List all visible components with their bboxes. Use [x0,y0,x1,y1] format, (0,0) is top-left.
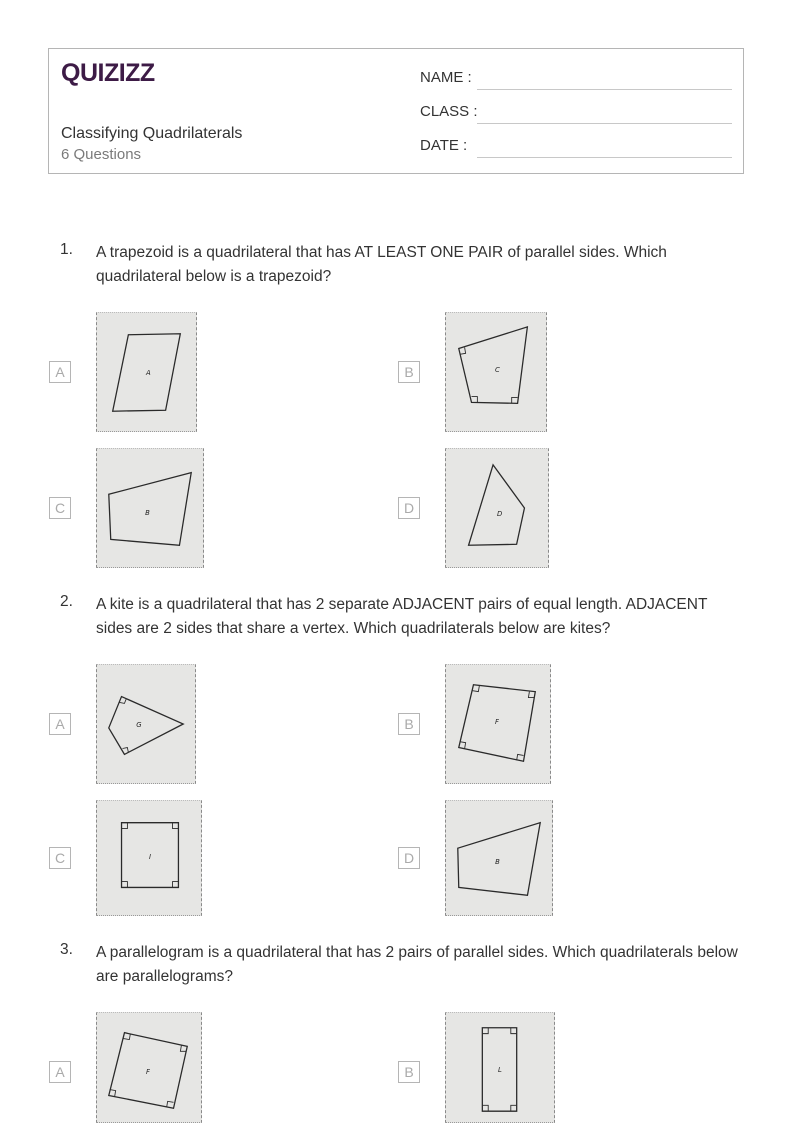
question-text: A parallelogram is a quadrilateral that has 2 pairs of parallel sides. Which quadrilaterals below are parallelograms? [96,944,738,985]
square-shape [97,801,201,915]
option-image[interactable] [96,1012,202,1123]
date-field[interactable] [420,137,732,159]
shape-label: A [146,368,151,377]
shape-label: I [149,852,152,861]
worksheet-title: Classifying Quadrilaterals [61,125,243,142]
date-label: DATE : [420,137,468,154]
option-image[interactable] [96,312,197,432]
question-text: A kite is a quadrilateral that has 2 separate ADJACENT pairs of equal length. ADJACENT sides are 2 sides that share a vertex. Which quadrilaterals below are kites? [96,596,708,637]
option-letter[interactable]: B [398,713,420,735]
quadrilateral-shape [446,801,552,915]
option-image[interactable] [96,664,196,784]
option-image[interactable] [96,448,204,568]
shape-label: F [146,1067,151,1076]
question-number: 1. [60,241,73,258]
class-field[interactable] [420,103,732,125]
option-letter[interactable]: B [398,361,420,383]
option-letter[interactable]: D [398,497,420,519]
option-letter[interactable]: D [398,847,420,869]
question-count: 6 Questions [61,146,142,163]
square-shape [97,1013,201,1122]
worksheet-header [48,48,744,174]
shape-label: F [495,718,500,726]
option-letter[interactable]: A [49,361,71,383]
option-image[interactable] [445,312,547,432]
quadrilateral-shape [97,449,203,567]
shape-label: B [495,857,500,866]
quadrilateral-shape [446,449,548,567]
rectangle-shape [446,1013,554,1122]
option-letter[interactable]: C [49,497,71,519]
shape-label: C [495,366,500,374]
option-image[interactable] [445,1012,555,1123]
question-text: A trapezoid is a quadrilateral that has AT LEAST ONE PAIR of parallel sides. Which quadrilateral below is a trapezoid? [96,244,667,285]
name-field[interactable] [420,69,732,91]
question-number: 3. [60,941,73,958]
kite-shape [97,665,195,783]
class-label: CLASS : [420,103,478,120]
parallelogram-shape [97,313,196,431]
option-letter[interactable]: A [49,1061,71,1083]
option-image[interactable] [445,800,553,916]
option-letter[interactable]: B [398,1061,420,1083]
shape-label: L [498,1065,502,1074]
option-image[interactable] [96,800,202,916]
shape-label: D [497,509,503,518]
name-line[interactable] [477,89,732,90]
shape-label: B [145,508,150,517]
option-image[interactable] [445,448,549,568]
option-letter[interactable]: C [49,847,71,869]
name-label: NAME : [420,69,472,86]
class-line[interactable] [477,123,732,124]
quizizz-logo: QUIZIZZ [61,59,155,87]
quadrilateral-shape [446,313,546,431]
shape-label: G [136,720,142,729]
date-line[interactable] [477,157,732,158]
option-image[interactable] [445,664,551,784]
option-letter[interactable]: A [49,713,71,735]
question-number: 2. [60,593,73,610]
square-shape [446,665,550,783]
